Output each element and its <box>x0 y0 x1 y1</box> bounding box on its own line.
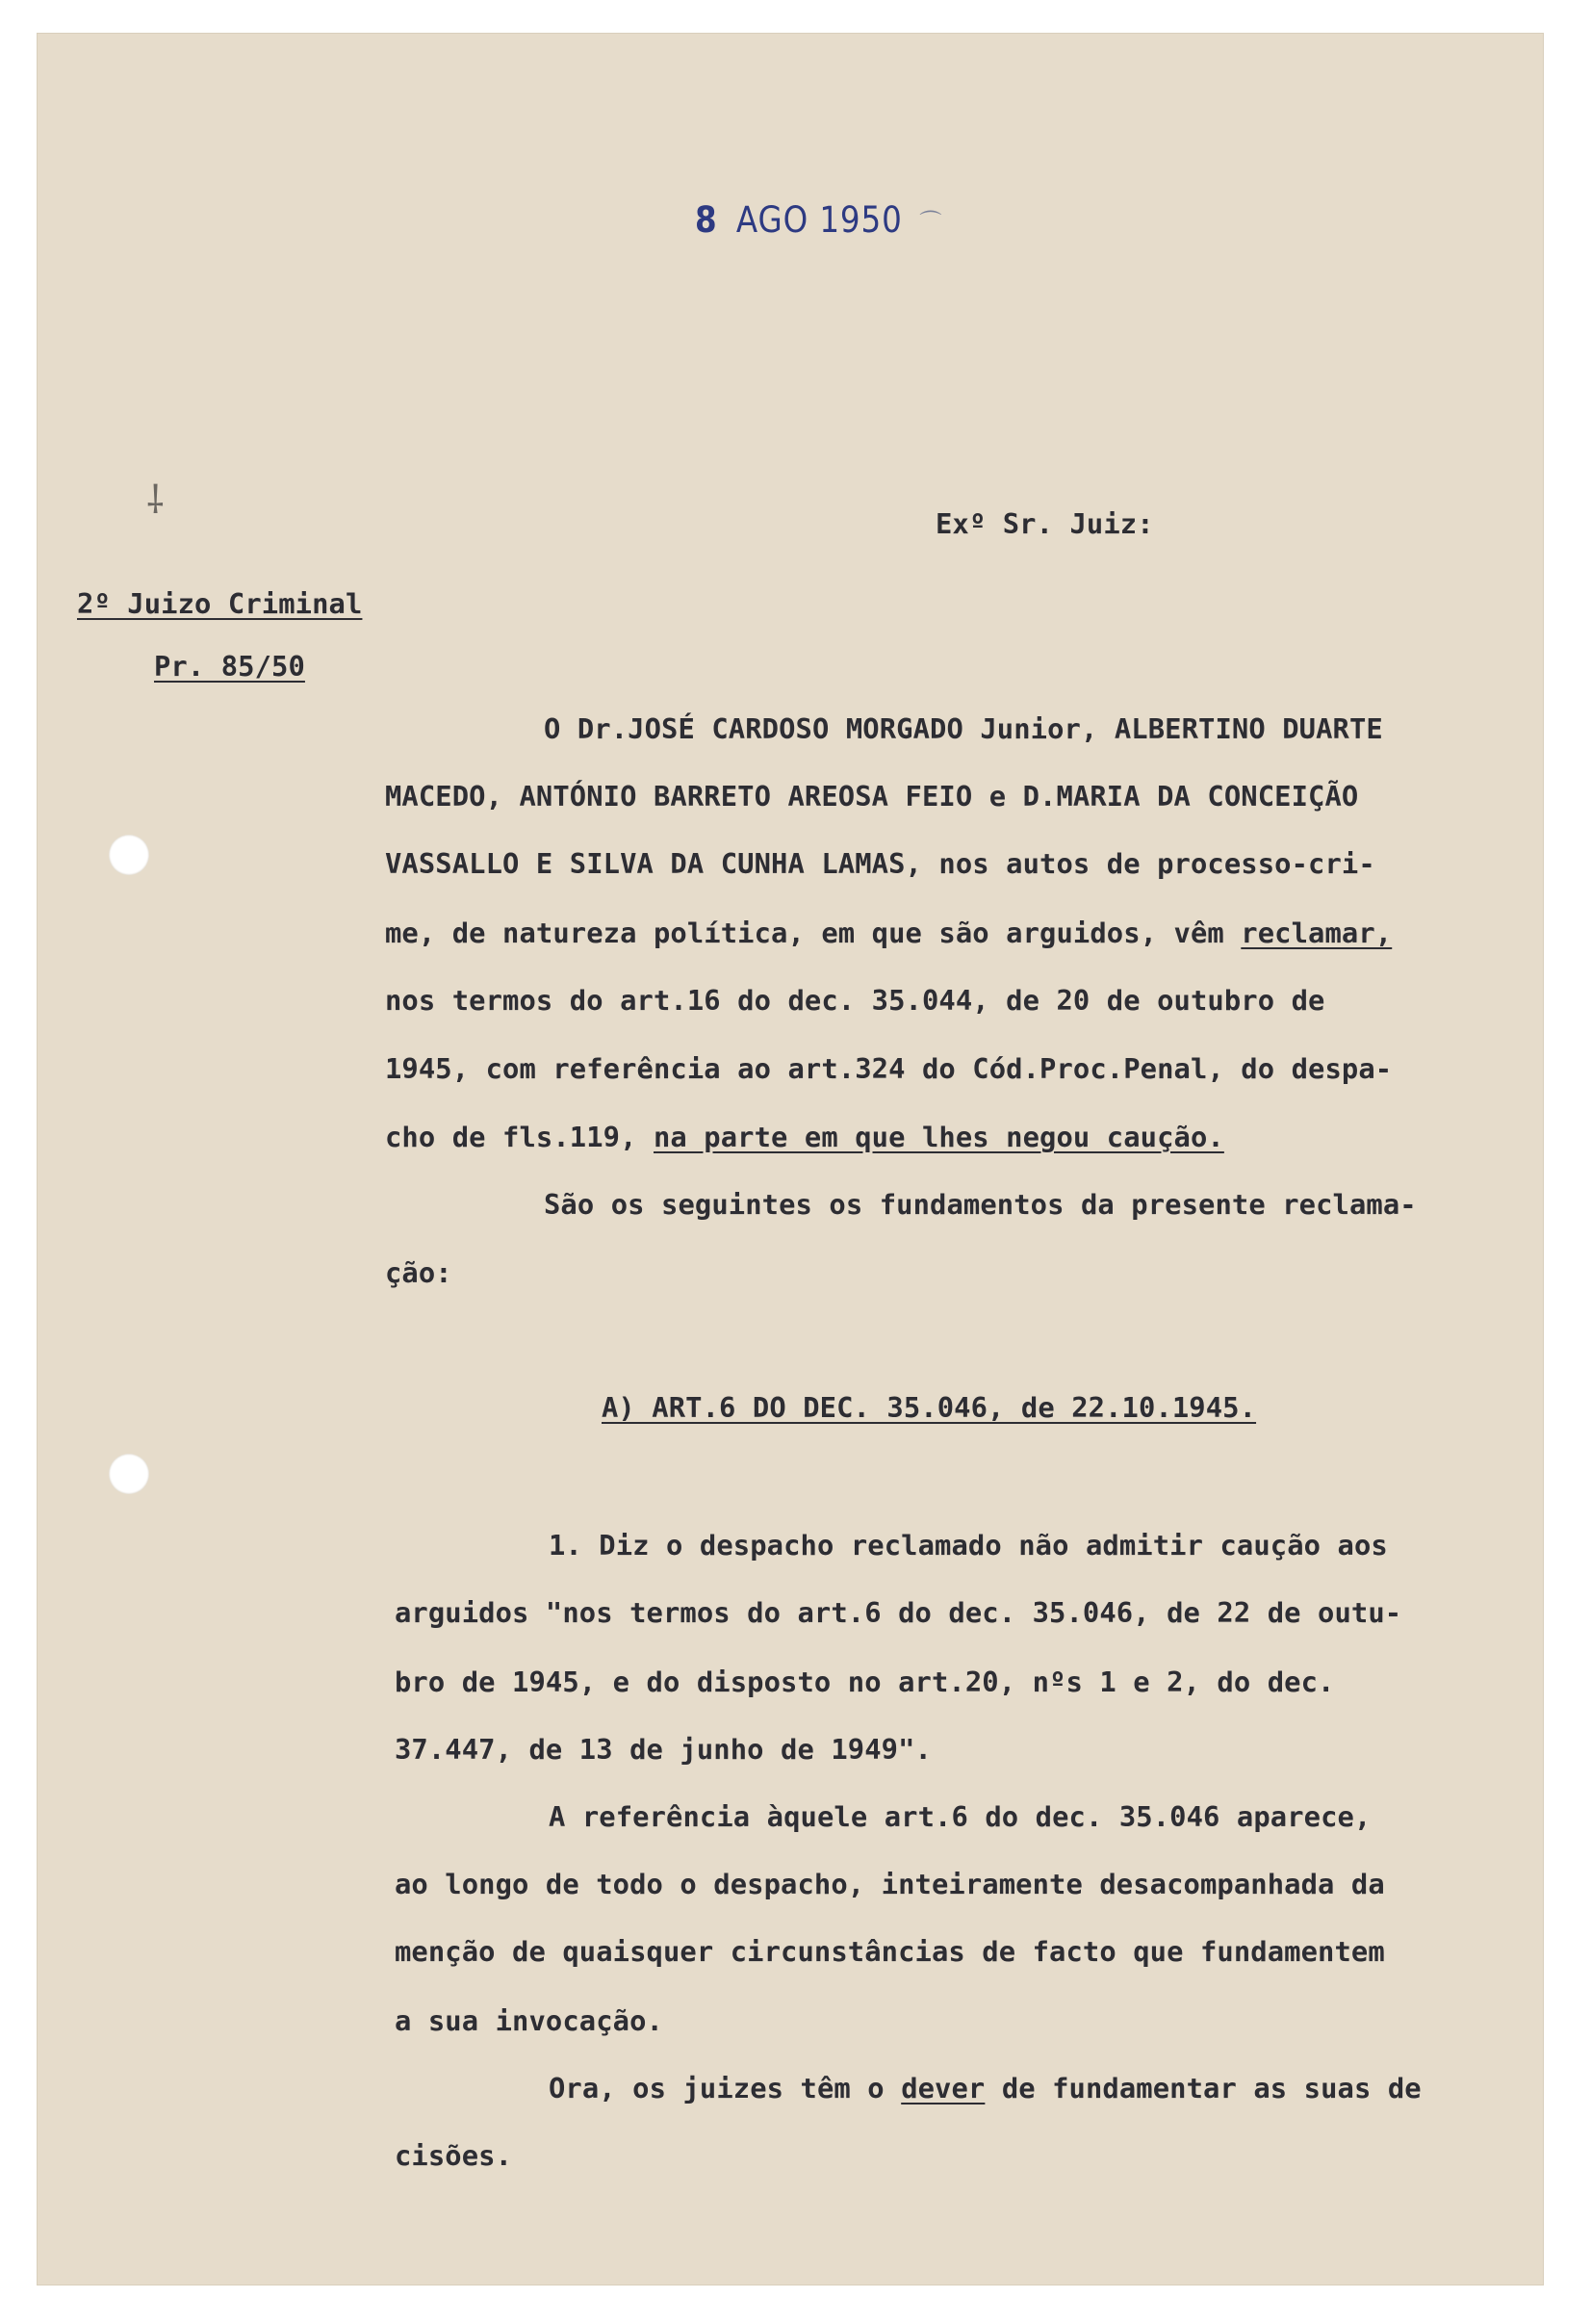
body-line-4 <box>385 917 1392 949</box>
para2-line-2: ao longo de todo o despacho, inteiramente desacompanhada da <box>395 1868 1385 1900</box>
reclamar-underlined: reclamar, <box>1241 917 1393 949</box>
body-line-1: O Dr.JOSÉ CARDOSO MORGADO Junior, ALBERTINO DUARTE <box>544 712 1383 745</box>
date-stamp <box>695 199 942 241</box>
body-line-6: 1945, com referência ao art.324 do Cód.Proc.Penal, do despa- <box>385 1052 1393 1085</box>
stamp-initials: ⌒ <box>919 210 943 239</box>
dever-underlined: dever <box>901 2072 986 2105</box>
body-line-2: MACEDO, ANTÓNIO BARRETO AREOSA FEIO e D.MARIA DA CONCEIÇÃO <box>385 780 1359 813</box>
salutation: Exº Sr. Juiz: <box>936 507 1154 540</box>
court-label: 2º Juizo Criminal <box>77 587 363 620</box>
para3-after: de fundamentar as suas de <box>1001 2072 1422 2105</box>
para2-line-3: menção de quaisquer circunstâncias de facto que fundamentem <box>395 1935 1385 1968</box>
stamp-day: 8 <box>695 199 718 241</box>
body-line-8: São os seguintes os fundamentos da presente reclama- <box>544 1188 1417 1221</box>
para1-line-3: bro de 1945, e do disposto no art.20, nºs 1 e 2, do dec. <box>395 1666 1335 1698</box>
body-line-5: nos termos do art.16 do dec. 35.044, de 20 de outubro de <box>385 984 1325 1017</box>
caucao-underlined: na parte em que lhes negou caução. <box>654 1121 1224 1153</box>
section-heading: A) ART.6 DO DEC. 35.046, de 22.10.1945. <box>602 1391 1257 1424</box>
para2-line-1: A referência àquele art.6 do dec. 35.046 aparece, <box>549 1800 1372 1833</box>
body-line-3: VASSALLO E SILVA DA CUNHA LAMAS, nos autos de processo-cri- <box>385 847 1375 880</box>
margin-mark: ⸸ <box>146 478 165 523</box>
process-number: Pr. 85/50 <box>154 650 305 683</box>
body-line-9: ção: <box>385 1256 452 1289</box>
punch-hole-bottom <box>109 1454 149 1494</box>
para1-line-4: 37.447, de 13 de junho de 1949". <box>395 1733 932 1766</box>
para3-before: Ora, os juizes têm o <box>549 2072 885 2105</box>
stamp-month-year: AGO 1950 <box>735 199 903 241</box>
body-line-7-text: cho de fls.119, <box>385 1121 637 1153</box>
body-line-4-text: me, de natureza política, em que são arguidos, vêm <box>385 917 1224 949</box>
body-line-7 <box>385 1121 1224 1153</box>
para1-line-2: arguidos "nos termos do art.6 do dec. 35.046, de 22 de outu- <box>395 1596 1402 1629</box>
para3-line-2: cisões. <box>395 2139 513 2172</box>
para3-line-1 <box>549 2072 1422 2105</box>
para1-line-1: 1. Diz o despacho reclamado não admitir caução aos <box>549 1529 1388 1562</box>
para2-line-4: a sua invocação. <box>395 2004 663 2037</box>
punch-hole-top <box>109 835 149 875</box>
